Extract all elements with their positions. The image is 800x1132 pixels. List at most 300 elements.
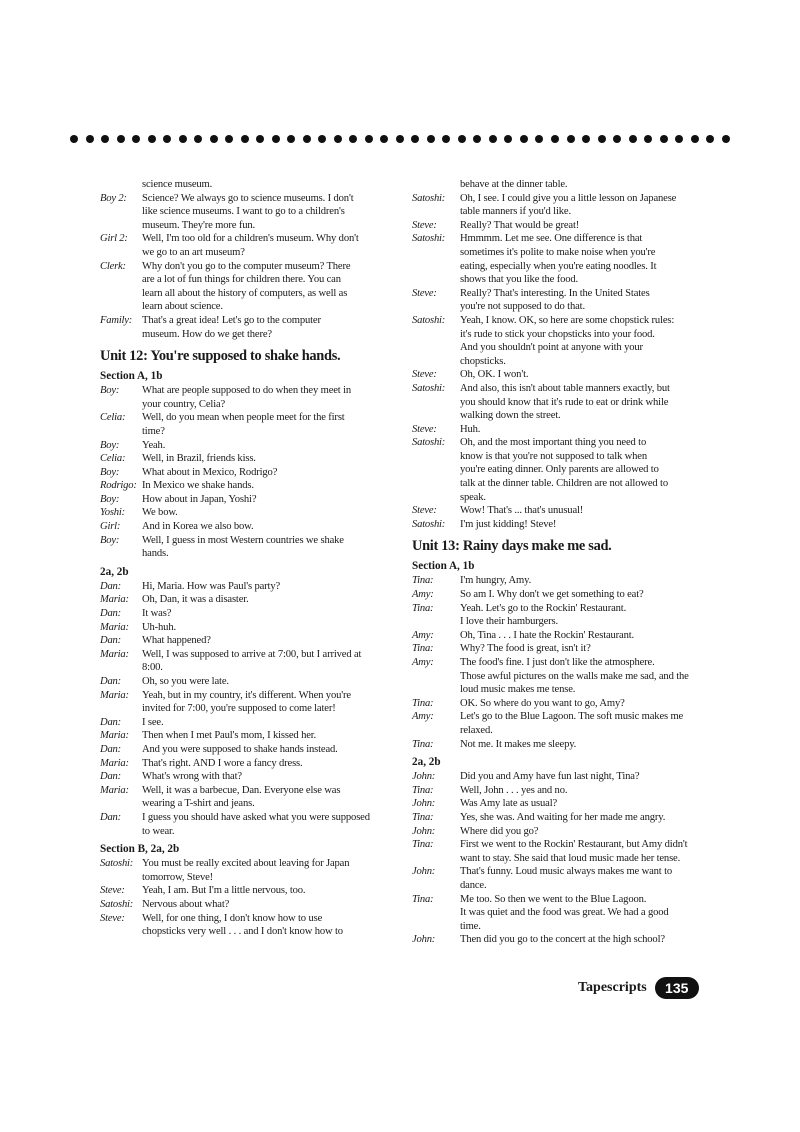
- bullet-dot-icon: [241, 135, 249, 143]
- transcript-line: [412, 232, 720, 246]
- speaker-name: Celia:: [100, 453, 126, 465]
- speaker-name: Tina:: [412, 738, 434, 750]
- transcript-line: [100, 702, 408, 716]
- transcript-line: [412, 879, 720, 893]
- bullet-dot-icon: [132, 135, 140, 143]
- bullet-dot-icon: [567, 135, 575, 143]
- dialogue-text: Really? That would be great!: [460, 219, 580, 231]
- transcript-line: [100, 452, 408, 466]
- speaker-name: [100, 425, 142, 439]
- dialogue-text: How about in Japan, Yoshi?: [142, 493, 257, 505]
- speaker-name: Amy:: [412, 711, 434, 723]
- speaker-name: [100, 702, 142, 716]
- speaker-name: Rodrigo:: [100, 480, 137, 492]
- transcript-line: [412, 246, 720, 260]
- transcript-line: [100, 384, 408, 398]
- bullet-dot-icon: [489, 135, 497, 143]
- speaker-name: [412, 246, 460, 260]
- dialogue-text: What about in Mexico, Rodrigo?: [142, 466, 278, 478]
- transcript-line: [100, 398, 408, 412]
- right-column: [412, 178, 720, 947]
- transcript-line: [412, 710, 720, 724]
- speaker-name: Satoshi:: [412, 437, 446, 449]
- speaker-name: Dan:: [100, 635, 121, 647]
- dialogue-text: Well, John . . . yes and no.: [460, 784, 568, 796]
- speaker-name: Steve:: [100, 912, 125, 924]
- transcript-line: [412, 683, 720, 697]
- dialogue-text: you're eating dinner. Only parents are allowed to: [460, 464, 659, 476]
- transcript-line: [412, 328, 720, 342]
- speaker-name: John:: [412, 866, 436, 878]
- bullet-dot-icon: [287, 135, 295, 143]
- bullet-dot-icon: [660, 135, 668, 143]
- speaker-name: Tina:: [412, 643, 434, 655]
- dialogue-text: Let's go to the Blue Lagoon. The soft music makes me: [460, 711, 684, 723]
- dialogue-text: Well, in Brazil, friends kiss.: [142, 453, 256, 465]
- dialogue-text: Yeah, I am. But I'm a little nervous, too.: [142, 885, 306, 897]
- dialogue-text: That's funny. Loud music always makes me want to: [460, 866, 673, 878]
- speaker-name: Tina:: [412, 575, 434, 587]
- dialogue-text: talk at the dinner table. Children are not allowed to: [460, 478, 668, 490]
- dialogue-text: loud music makes me tense.: [460, 684, 576, 696]
- bullet-dot-icon: [458, 135, 466, 143]
- dialogue-text: museum. They're more fun.: [142, 219, 255, 231]
- transcript-line: [100, 192, 408, 206]
- dialogue-text: wearing a T-shirt and jeans.: [142, 798, 255, 810]
- dialogue-text: speak.: [460, 491, 486, 503]
- speaker-name: Girl 2:: [100, 233, 128, 245]
- speaker-name: Dan:: [100, 676, 121, 687]
- bullet-dot-icon: [256, 135, 264, 143]
- dialogue-text: invited for 7:00, you're supposed to come later!: [142, 703, 336, 715]
- speaker-name: [100, 287, 142, 301]
- decorative-dot-border: [70, 133, 730, 145]
- transcript-line: [412, 797, 720, 811]
- transcript-line: [412, 602, 720, 616]
- dialogue-text: We bow.: [142, 507, 178, 519]
- section-title: 2a, 2b: [100, 565, 129, 578]
- transcript-line: [412, 825, 720, 839]
- dialogue-text: Was Amy late as usual?: [460, 798, 558, 810]
- speaker-name: [412, 205, 460, 219]
- transcript-line: [100, 912, 408, 926]
- speaker-name: [412, 879, 460, 893]
- transcript-line: [100, 593, 408, 607]
- transcript-line: [412, 219, 720, 233]
- dialogue-text: museum. How do we get there?: [142, 328, 272, 340]
- transcript-line: [100, 716, 408, 730]
- transcript-line: [412, 178, 720, 192]
- transcript-line: [412, 382, 720, 396]
- bullet-dot-icon: [179, 135, 187, 143]
- dialogue-text: 8:00.: [142, 662, 163, 674]
- speaker-name: Dan:: [100, 811, 121, 823]
- speaker-name: Dan:: [100, 580, 121, 592]
- transcript-line: [412, 697, 720, 711]
- transcript-line: [100, 314, 408, 328]
- dialogue-text: we go to an art museum?: [142, 246, 245, 258]
- bullet-dot-icon: [318, 135, 326, 143]
- dialogue-text: Why don't you go to the computer museum? There: [142, 260, 351, 272]
- speaker-name: Steve:: [412, 505, 437, 517]
- speaker-name: Maria:: [100, 594, 129, 606]
- bullet-dot-icon: [706, 135, 714, 143]
- speaker-name: [100, 871, 142, 885]
- bullet-dot-icon: [272, 135, 280, 143]
- dialogue-text: Well, do you mean when people meet for the first: [142, 412, 345, 424]
- speaker-name: [100, 547, 142, 561]
- transcript-line: [412, 852, 720, 866]
- transcript-line: [412, 811, 720, 825]
- dialogue-text: I see.: [142, 716, 164, 728]
- dialogue-text: time.: [460, 920, 481, 932]
- dialogue-text: your country, Celia?: [142, 398, 226, 410]
- dialogue-text: Wow! That's ... that's unusual!: [460, 505, 584, 517]
- bullet-dot-icon: [365, 135, 373, 143]
- speaker-name: [412, 852, 460, 866]
- speaker-name: Maria:: [100, 784, 129, 796]
- dialogue-text: Then when I met Paul's mom, I kissed her.: [142, 730, 317, 742]
- dialogue-text: eating, especially when you're eating noodles. It: [460, 260, 657, 272]
- page-number-badge: 135: [655, 977, 699, 999]
- dialogue-text: chopsticks.: [460, 355, 506, 367]
- speaker-name: Tina:: [412, 839, 434, 851]
- transcript-line: [412, 933, 720, 947]
- transcript-line: [412, 436, 720, 450]
- transcript-line: [412, 893, 720, 907]
- transcript-line: [412, 738, 720, 752]
- bullet-dot-icon: [210, 135, 218, 143]
- dialogue-text: That's right. AND I wore a fancy dress.: [142, 757, 303, 769]
- speaker-name: Steve:: [412, 287, 437, 299]
- speaker-name: [100, 219, 142, 233]
- transcript-line: [412, 724, 720, 738]
- speaker-name: [412, 300, 460, 314]
- bullet-dot-icon: [551, 135, 559, 143]
- dialogue-text: Oh, I see. I could give you a little lesson on Japanese: [460, 192, 677, 204]
- dialogue-text: to wear.: [142, 825, 175, 837]
- bullet-dot-icon: [722, 135, 730, 143]
- transcript-line: [412, 642, 720, 656]
- dialogue-text: table manners if you'd like.: [460, 206, 571, 218]
- dialogue-text: Well, for one thing, I don't know how to use: [142, 912, 323, 924]
- speaker-name: Satoshi:: [412, 382, 446, 394]
- bullet-dot-icon: [70, 135, 78, 143]
- dialogue-text: are a lot of fun things for children there. You can: [142, 274, 341, 286]
- dialogue-text: Science? We always go to science museums. I don't: [142, 192, 354, 204]
- dialogue-text: time?: [142, 425, 165, 437]
- dialogue-text: it's rude to stick your chopsticks into your food.: [460, 328, 655, 340]
- transcript-line: [100, 246, 408, 260]
- transcript-line: [412, 518, 720, 532]
- speaker-name: Maria:: [100, 648, 129, 660]
- transcript-line: [412, 396, 720, 410]
- bullet-dot-icon: [86, 135, 94, 143]
- transcript-line: [100, 871, 408, 885]
- transcript-line: [100, 287, 408, 301]
- speaker-name: Maria:: [100, 689, 129, 701]
- transcript-line: [100, 675, 408, 689]
- speaker-name: [100, 300, 142, 314]
- transcript-line: [100, 178, 408, 192]
- transcript-line: [412, 588, 720, 602]
- speaker-name: [412, 260, 460, 274]
- transcript-line: [100, 273, 408, 287]
- dialogue-text: Those awful pictures on the walls make me sad, and the: [460, 670, 689, 682]
- bullet-dot-icon: [380, 135, 388, 143]
- dialogue-text: I'm just kidding! Steve!: [460, 518, 557, 530]
- transcript-line: [100, 925, 408, 939]
- speaker-name: Maria:: [100, 730, 129, 742]
- dialogue-text: Me too. So then we went to the Blue Lagoon.: [460, 893, 647, 905]
- dialogue-text: behave at the dinner table.: [460, 179, 568, 190]
- dialogue-text: And you shouldn't point at anyone with your: [460, 342, 643, 354]
- dialogue-text: It was?: [142, 608, 172, 620]
- bullet-dot-icon: [582, 135, 590, 143]
- dialogue-text: Oh, and the most important thing you need to: [460, 437, 647, 449]
- transcript-line: [100, 634, 408, 648]
- speaker-name: [100, 825, 142, 839]
- transcript-line: [100, 411, 408, 425]
- transcript-line: [412, 355, 720, 369]
- transcript-line: [412, 450, 720, 464]
- transcript-line: [100, 857, 408, 871]
- transcript-line: [412, 629, 720, 643]
- unit-title: Unit 13: Rainy days make me sad.: [412, 538, 612, 555]
- speaker-name: Yoshi:: [100, 507, 125, 519]
- page-footer: [578, 977, 699, 999]
- speaker-name: Tina:: [412, 893, 434, 905]
- dialogue-text: chopsticks very well . . . and I don't know how to: [142, 926, 343, 938]
- speaker-name: [412, 615, 460, 629]
- speaker-name: [412, 463, 460, 477]
- dialogue-text: I'm hungry, Amy.: [460, 575, 532, 587]
- bullet-dot-icon: [473, 135, 481, 143]
- dialogue-text: That's a great idea! Let's go to the computer: [142, 314, 321, 326]
- dialogue-text: walking down the street.: [460, 410, 561, 422]
- speaker-name: [100, 273, 142, 287]
- bullet-dot-icon: [691, 135, 699, 143]
- speaker-name: [412, 409, 460, 423]
- dialogue-text: Not me. It makes me sleepy.: [460, 738, 577, 750]
- dialogue-text: Hi, Maria. How was Paul's party?: [142, 580, 281, 592]
- dialogue-text: And in Korea we also bow.: [142, 521, 254, 533]
- section-title: 2a, 2b: [412, 756, 441, 769]
- speaker-name: [100, 328, 142, 342]
- transcript-line: [100, 757, 408, 771]
- speaker-name: Dan:: [100, 771, 121, 783]
- dialogue-text: Oh, Tina . . . I hate the Rockin' Restaurant.: [460, 629, 635, 641]
- dialogue-text: Yes, she was. And waiting for her made me angry.: [460, 811, 666, 823]
- speaker-name: [412, 906, 460, 920]
- speaker-name: Celia:: [100, 412, 126, 424]
- speaker-name: Satoshi:: [412, 192, 446, 204]
- transcript-line: [412, 656, 720, 670]
- dialogue-text: Why? The food is great, isn't it?: [460, 643, 591, 655]
- speaker-name: [100, 797, 142, 811]
- speaker-name: Satoshi:: [100, 898, 134, 910]
- speaker-name: [100, 925, 142, 939]
- transcript-line: [100, 547, 408, 561]
- unit-title: Unit 12: You're supposed to shake hands.: [100, 348, 341, 365]
- transcript-line: [412, 314, 720, 328]
- speaker-name: Amy:: [412, 629, 434, 641]
- transcript-line: [100, 770, 408, 784]
- speaker-name: [100, 178, 142, 192]
- speaker-name: Tina:: [412, 602, 434, 614]
- transcript-line: [412, 463, 720, 477]
- transcript-line: [412, 368, 720, 382]
- transcript-line: [412, 504, 720, 518]
- speaker-name: Tina:: [412, 784, 434, 796]
- speaker-name: Dan:: [100, 608, 121, 620]
- transcript-line: [100, 534, 408, 548]
- speaker-name: [412, 670, 460, 684]
- speaker-name: [412, 341, 460, 355]
- speaker-name: Satoshi:: [412, 233, 446, 245]
- speaker-name: [412, 355, 460, 369]
- dialogue-text: like science museums. I want to go to a children's: [142, 206, 345, 218]
- transcript-line: [412, 341, 720, 355]
- dialogue-text: tomorrow, Steve!: [142, 871, 214, 883]
- dialogue-text: sometimes it's polite to make noise when you're: [460, 246, 656, 258]
- dialogue-text: want to stay. She said that loud music made her tense.: [460, 852, 681, 864]
- speaker-name: Satoshi:: [412, 314, 446, 326]
- dialogue-text: know is that you're not supposed to talk when: [460, 450, 648, 462]
- dialogue-text: It was quiet and the food was great. We had a good: [460, 907, 669, 919]
- speaker-name: Dan:: [100, 716, 121, 728]
- dialogue-text: shows that you like the food.: [460, 274, 579, 286]
- dialogue-text: You must be really excited about leaving for Japan: [142, 858, 350, 870]
- section-title: Section A, 1b: [412, 560, 475, 573]
- transcript-line: [100, 219, 408, 233]
- transcript-line: [412, 615, 720, 629]
- speaker-name: Steve:: [412, 369, 437, 381]
- transcript-line: [100, 493, 408, 507]
- left-column: [100, 178, 408, 939]
- transcript-line: [100, 232, 408, 246]
- speaker-name: Boy:: [100, 439, 120, 451]
- speaker-name: Family:: [100, 314, 133, 326]
- transcript-line: [412, 409, 720, 423]
- speaker-name: Maria:: [100, 621, 129, 633]
- speaker-name: [100, 398, 142, 412]
- bullet-dot-icon: [101, 135, 109, 143]
- transcript-line: [412, 865, 720, 879]
- dialogue-text: Then did you go to the concert at the high school?: [460, 934, 665, 946]
- speaker-name: Steve:: [412, 423, 437, 435]
- transcript-line: [100, 661, 408, 675]
- dialogue-text: Huh.: [460, 423, 481, 435]
- dialogue-text: you're not supposed to do that.: [460, 301, 585, 313]
- transcript-line: [100, 520, 408, 534]
- dialogue-text: Well, I'm too old for a children's museum. Why don't: [142, 233, 359, 245]
- transcript-line: [412, 260, 720, 274]
- transcript-line: [100, 825, 408, 839]
- bullet-dot-icon: [535, 135, 543, 143]
- transcript-line: [100, 506, 408, 520]
- transcript-line: [412, 287, 720, 301]
- speaker-name: Dan:: [100, 743, 121, 755]
- transcript-line: [100, 689, 408, 703]
- dialogue-text: Nervous about what?: [142, 898, 230, 910]
- bullet-dot-icon: [163, 135, 171, 143]
- speaker-name: Boy:: [100, 466, 120, 478]
- section-title: Section B, 2a, 2b: [100, 843, 180, 856]
- speaker-name: John:: [412, 825, 436, 837]
- transcript-line: [412, 300, 720, 314]
- dialogue-text: you should know that it's rude to eat or drink while: [460, 396, 669, 408]
- transcript-line: [100, 607, 408, 621]
- dialogue-text: I guess you should have asked what you were supposed: [142, 811, 370, 823]
- transcript-line: [412, 273, 720, 287]
- transcript-line: [412, 192, 720, 206]
- speaker-name: [100, 246, 142, 260]
- speaker-name: Satoshi:: [100, 858, 134, 870]
- transcript-line: [100, 784, 408, 798]
- dialogue-text: learn about science.: [142, 301, 223, 313]
- speaker-name: [412, 724, 460, 738]
- dialogue-text: What's wrong with that?: [142, 771, 242, 783]
- speaker-name: Clerk:: [100, 260, 126, 272]
- transcript-line: [412, 784, 720, 798]
- dialogue-text: learn all about the history of computers, as well as: [142, 287, 348, 299]
- speaker-name: John:: [412, 771, 436, 783]
- speaker-name: Steve:: [100, 885, 125, 897]
- transcript-line: [412, 205, 720, 219]
- bullet-dot-icon: [613, 135, 621, 143]
- speaker-name: Satoshi:: [412, 518, 446, 530]
- dialogue-text: Yeah. Let's go to the Rockin' Restaurant.: [460, 602, 627, 614]
- speaker-name: [412, 328, 460, 342]
- dialogue-text: Well, I guess in most Western countries we shake: [142, 534, 344, 546]
- speaker-name: [100, 205, 142, 219]
- speaker-name: Maria:: [100, 757, 129, 769]
- dialogue-text: The food's fine. I just don't like the atmosphere.: [460, 657, 655, 668]
- dialogue-text: Yeah.: [142, 439, 166, 451]
- transcript-line: [100, 425, 408, 439]
- dialogue-text: And also, this isn't about table manners exactly, but: [460, 382, 670, 394]
- transcript-line: [100, 797, 408, 811]
- dialogue-text: Oh, so you were late.: [142, 676, 229, 687]
- transcript-line: [100, 811, 408, 825]
- bullet-dot-icon: [427, 135, 435, 143]
- transcript-line: [100, 439, 408, 453]
- speaker-name: Steve:: [412, 219, 437, 231]
- transcript-line: [100, 328, 408, 342]
- dialogue-text: dance.: [460, 879, 487, 891]
- speaker-name: [100, 661, 142, 675]
- dialogue-text: First we went to the Rockin' Restaurant, but Amy didn't: [460, 839, 688, 851]
- speaker-name: [412, 273, 460, 287]
- transcript-line: [100, 466, 408, 480]
- bullet-dot-icon: [442, 135, 450, 143]
- bullet-dot-icon: [504, 135, 512, 143]
- section-title: Section A, 1b: [100, 370, 163, 383]
- transcript-line: [100, 648, 408, 662]
- speaker-name: Boy:: [100, 385, 120, 397]
- transcript-line: [412, 477, 720, 491]
- dialogue-text: In Mexico we shake hands.: [142, 480, 254, 492]
- speaker-name: Tina:: [412, 811, 434, 823]
- speaker-name: John:: [412, 798, 436, 810]
- dialogue-text: Uh-huh.: [142, 621, 176, 633]
- dialogue-text: Really? That's interesting. In the United States: [460, 287, 650, 299]
- dialogue-text: Did you and Amy have fun last night, Tina?: [460, 771, 640, 783]
- speaker-name: [412, 477, 460, 491]
- speaker-name: Amy:: [412, 589, 434, 601]
- dialogue-text: Well, I was supposed to arrive at 7:00, but I arrived at: [142, 648, 362, 660]
